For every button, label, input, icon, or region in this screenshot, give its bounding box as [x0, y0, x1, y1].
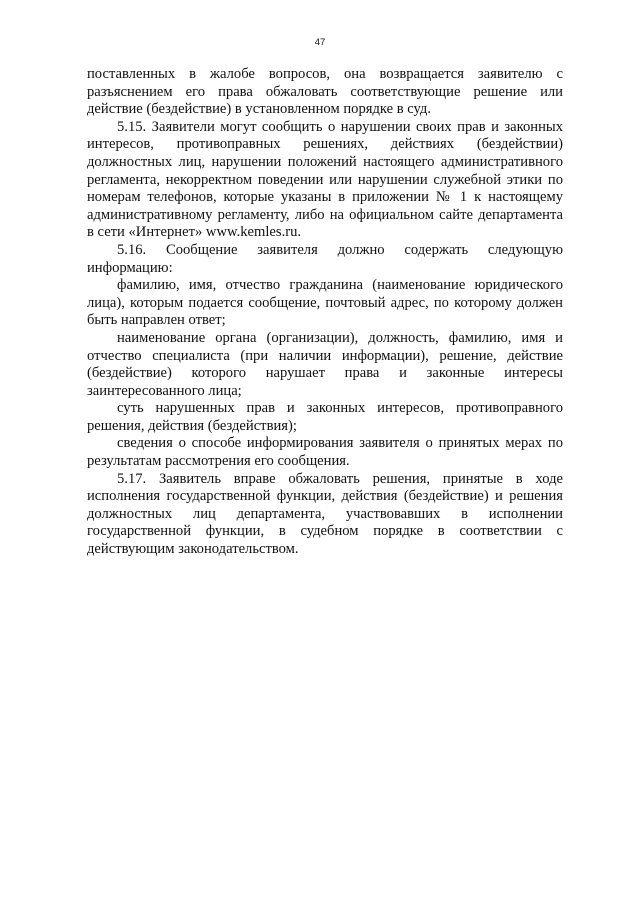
- document-body: [87, 66, 563, 559]
- paragraph-continuation: поставленных в жалобе вопросов, она возвращается заявителю с разъяснением его права обжаловать соответствующие решение или действие (бездействие) в установленном порядке в суд.: [87, 66, 563, 118]
- paragraph-item-informing: сведения о способе информирования заявителя о принятых мерах по результатам рассмотрения его сообщения.: [87, 435, 563, 470]
- page-number: 47: [314, 37, 326, 48]
- paragraph-5-17: 5.17. Заявитель вправе обжаловать решения, принятые в ходе исполнения государственной функции, действия (бездействие) и решения должностных лиц департамента, участвовавших в исполнении государственной функции, в судебном порядке в соответствии с действующим законодательством.: [87, 470, 563, 558]
- paragraph-5-15: 5.15. Заявители могут сообщить о нарушении своих прав и законных интересов, противоправных решениях, действиях (бездействии) должностных лиц, нарушении положений настоящего административного регламента, некорректном поведении или нарушении служебной этики по номерам телефонов, которые указаны в приложении № 1 к настоящему административному регламенту, либо на официальном сайте департамента в сети «Интернет» www.kemles.ru.: [87, 118, 563, 241]
- paragraph-5-16: 5.16. Сообщение заявителя должно содержать следующую информацию:: [87, 241, 563, 276]
- paragraph-item-name: фамилию, имя, отчество гражданина (наименование юридического лица), которым подается сообщение, почтовый адрес, по которому должен быть направлен ответ;: [87, 277, 563, 329]
- paragraph-item-essence: суть нарушенных прав и законных интересов, противоправного решения, действия (бездействия);: [87, 400, 563, 434]
- paragraph-item-organ: наименование органа (организации), должность, фамилию, имя и отчество специалиста (при наличии информации), решение, действие (бездействие) которого нарушает права и законные интересы заинтересованного лица;: [87, 329, 563, 399]
